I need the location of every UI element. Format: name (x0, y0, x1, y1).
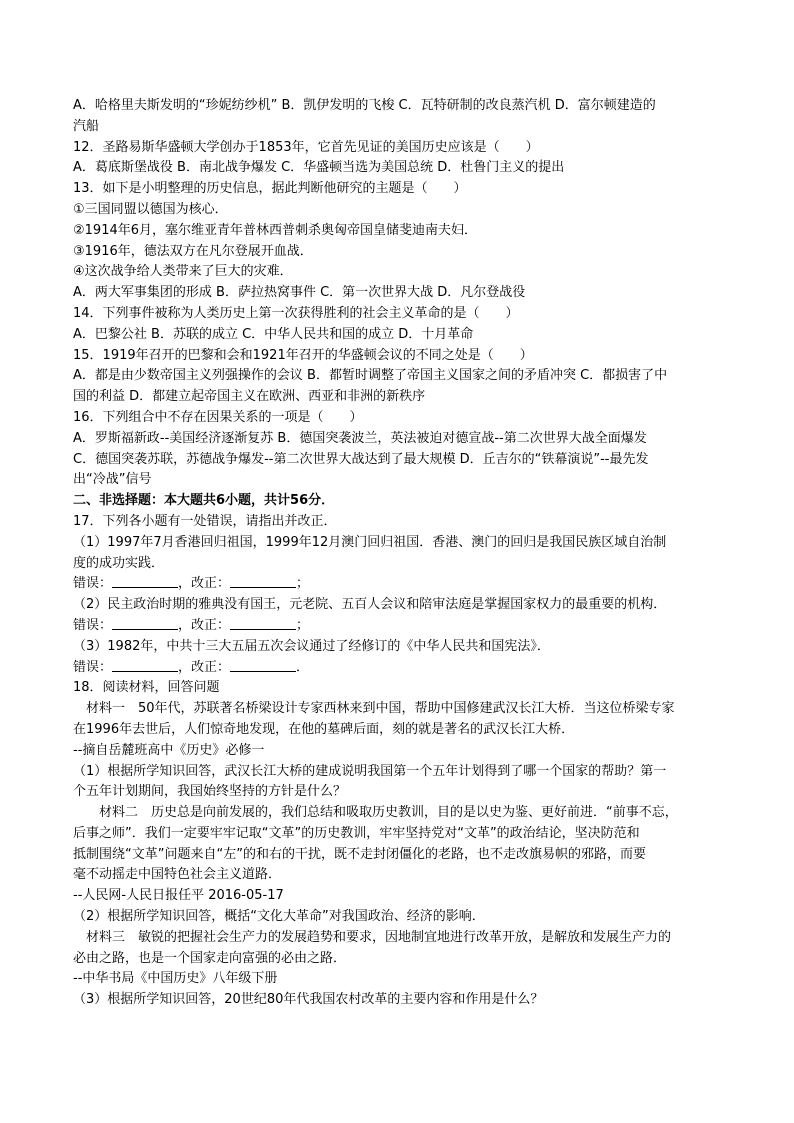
q12-options: A．葛底斯堡战役 B．南北战争爆发 C．华盛顿当选为美国总统 D．杜鲁门主义的提出 (73, 160, 565, 176)
q16-options-cd: C．德国突袭苏联，苏德战争爆发--第二次世界大战达到了最大规模 D．丘吉尔的“铁幕演说”--最先发 (73, 451, 649, 467)
material-1-source: --摘自岳麓班高中《历史》必修一 (73, 742, 265, 758)
q17-item-3: （3）1982年，中共十三大五届五次会议通过了经修订的《中华人民共和国宪法》． (73, 638, 550, 654)
q13-info-4: ④这次战争给人类带来了巨大的灾难． (73, 264, 293, 280)
semicolon: ； (296, 617, 310, 633)
q13-stem: 13．如下是小明整理的历史信息，据此判断他研究的主题是（ ） (73, 181, 467, 197)
error-label: 错误： (73, 659, 113, 675)
q18-sub-1: （1）根据所学知识回答，武汉长江大桥的建成说明我国第一个五年计划得到了哪一个国家的帮助？第一 (73, 763, 667, 779)
correction-blank[interactable] (230, 575, 296, 588)
q11-options: A．哈格里夫斯发明的“珍妮纺纱机” B．凯伊发明的飞梭 C．瓦特研制的改良蒸汽机 D．富尔顿建造的 (73, 98, 656, 113)
q17-stem: 17．下列各小题有一处错误，请指出并改正． (73, 513, 337, 529)
correction-blank[interactable] (230, 617, 296, 630)
error-blank[interactable] (112, 659, 178, 672)
q13-info-3: ③1916年，德法双方在凡尔登展开血战． (73, 243, 313, 259)
correction-label: ，改正： (178, 659, 231, 675)
q17-answer-1 (73, 574, 723, 595)
q18-stem: 18．阅读材料，回答问题 (73, 680, 220, 696)
q15-options-cont: 国的利益 D．都建立起帝国主义在欧洲、西亚和非洲的新秩序 (73, 389, 426, 405)
semicolon: ； (296, 576, 310, 592)
material-2-cont-2: 抵制围绕“文革”问题来自“左”的和右的干扰，既不走封闭僵化的老路，也不走改旗易帜的邪路，而要 (73, 846, 646, 862)
error-label: 错误： (73, 617, 113, 633)
section-heading: 二、非选择题：本大题共6小题，共计56分． (73, 493, 335, 509)
material-1: 材料一 50年代，苏联著名桥梁设计专家西林来到中国，帮助中国修建武汉长江大桥．当这位桥梁专家 (86, 701, 675, 717)
q17-answer-2 (73, 616, 723, 637)
material-2-source: --人民网-人民日报任平 2016-05-17 (73, 888, 284, 904)
material-2-cont-3: 毫不动摇走中国特色社会主义道路． (73, 867, 282, 883)
correction-label: ，改正： (178, 576, 231, 592)
q16-options-cont: 出“冷战”信号 (73, 472, 152, 488)
material-2-cont-1: 后事之师”．我们一定要牢牢记取“文革”的历史教训，牢牢坚持党对“文革”的政治结论，坚决防范和 (73, 825, 640, 841)
material-3: 材料三 敏锐的把握社会生产力的发展趋势和要求，因地制宜地进行改革开放，是解放和发展生产力的 (86, 929, 672, 945)
q15-stem: 15．1919年召开的巴黎和会和1921年召开的华盛顿会议的不同之处是（ ） (73, 347, 533, 363)
q12-stem: 12．圣路易斯华盛顿大学创办于1853年，它首先见证的美国历史应该是（ ） (73, 139, 539, 155)
q11-options-cont: 汽船 (73, 118, 100, 134)
q13-info-2: ②1914年6月，塞尔维亚青年普林西普刺杀奥匈帝国皇储斐迪南夫妇． (73, 222, 478, 238)
q17-item-1: （1）1997年7月香港回归祖国，1999年12月澳门回归祖国．香港、澳门的回归是我国民族区域自治制 (73, 534, 667, 550)
q18-sub-2: （2）根据所学知识回答，概括“文化大革命”对我国政治、经济的影响． (73, 909, 485, 925)
q18-sub-3: （3）根据所学知识回答，20世纪80年代我国农村改革的主要内容和作用是什么？ (73, 992, 544, 1008)
q16-stem: 16．下列组合中不存在因果关系的一项是（ ） (73, 409, 363, 425)
q18-sub-1-cont: 个五年计划期间，我国始终坚持的方针是什么？ (73, 784, 347, 800)
q14-options: A．巴黎公社 B．苏联的成立 C．中华人民共和国的成立 D．十月革命 (73, 326, 474, 342)
material-3-source: --中华书局《中国历史》八年级下册 (73, 971, 278, 987)
q13-options: A．两大军事集团的形成 B．萨拉热窝事件 C．第一次世界大战 D．凡尔登战役 (73, 285, 526, 301)
period: ． (296, 659, 310, 675)
correction-label: ，改正： (178, 617, 231, 633)
q13-info-1: ①三国同盟以德国为核心． (73, 201, 228, 217)
document-body (73, 96, 723, 1011)
q15-options: A．都是由少数帝国主义列强操作的会议 B．都暂时调整了帝国主义国家之间的矛盾冲突 C．都损害了中 (73, 368, 668, 384)
q16-options-ab: A．罗斯福新政--美国经济逐渐复苏 B．德国突袭波兰，英法被迫对德宣战--第二次世界大战全面爆发 (73, 430, 647, 446)
material-2: 材料二 历史总是向前发展的，我们总结和吸取历史教训，目的是以史为鉴、更好前进．“前事不忘， (99, 805, 678, 821)
correction-blank[interactable] (230, 659, 296, 672)
q17-answer-3 (73, 658, 723, 679)
material-1-cont: 在1996年去世后，人们惊奇地发现，在他的墓碑后面，刻的就是著名的武汉长江大桥． (73, 721, 575, 737)
q14-stem: 14．下列事件被称为人类历史上第一次获得胜利的社会主义革命的是（ ） (73, 305, 519, 321)
error-label: 错误： (73, 576, 113, 592)
material-3-cont: 必由之路，也是一个国家走向富强的必由之路． (73, 950, 347, 966)
q17-item-2: （2）民主政治时期的雅典没有国王，元老院、五百人会议和陪审法庭是掌握国家权力的最重要的机构． (73, 597, 667, 613)
error-blank[interactable] (112, 575, 178, 588)
error-blank[interactable] (112, 617, 178, 630)
q17-item-1-cont: 度的成功实践． (73, 555, 165, 571)
